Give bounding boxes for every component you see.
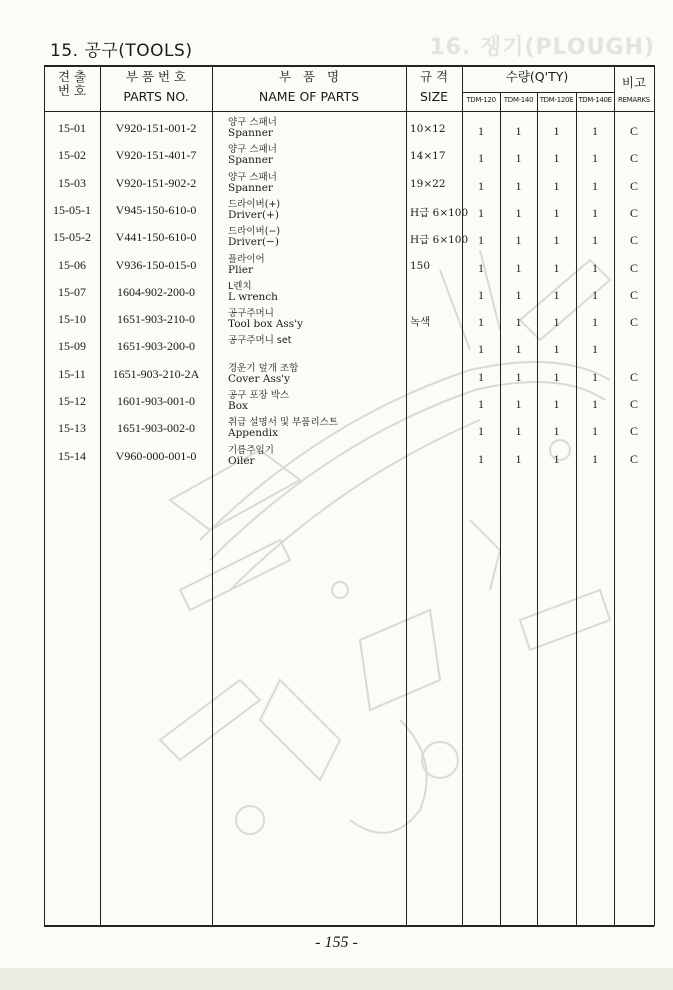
row-qty: 1 [592,151,598,166]
row-ref-number: 15-02 [58,148,86,163]
header-parts-no-ko: 부 품 번 호 [125,69,187,84]
row-qty: 1 [478,205,484,220]
row-ref-number: 15-11 [58,366,86,381]
row-name-korean: 공구주머니 set [228,335,292,347]
row-ref-number: 15-12 [58,394,86,408]
scan-bottom-band [0,968,673,990]
row-size: 녹색 [410,316,431,329]
row-qty: 1 [553,342,560,357]
row-qty: 1 [553,397,560,411]
table-column-line [654,65,655,926]
row-qty: 1 [592,315,598,330]
row-ref-number: 15-07 [58,284,86,299]
row-qty: 1 [515,124,522,138]
row-name-english: Tool box Ass'y [228,318,304,331]
row-name-korean: 경운기 덮개 조합 [228,362,299,374]
row-size: H급 6×100 [410,206,469,219]
row-parts-number: V936-150-015-0 [115,257,197,272]
header-model: TDM-140 [503,96,534,104]
row-qty: 1 [553,178,560,193]
row-name-korean: 드라이버(−) [228,226,281,238]
row-parts-number: 1651-903-210-2A [112,366,200,381]
row-qty: 1 [478,124,484,138]
row-parts-number: V441-150-610-0 [115,230,197,245]
header-remarks-en: REMARKS [618,96,650,104]
row-ref-number: 15-01 [58,121,86,135]
row-remarks: C [629,397,638,411]
table-column-line [462,65,463,926]
table-column-line [614,65,615,926]
row-qty: 1 [515,151,522,166]
row-qty: 1 [592,451,598,466]
row-name-english: Appendix [228,427,279,440]
row-qty: 1 [553,451,560,466]
row-qty: 1 [515,260,522,275]
header-name-en: NAME OF PARTS [258,89,360,104]
row-qty: 1 [515,205,522,220]
row-qty: 1 [592,397,598,411]
row-name-korean: 취급 설명서 및 부품리스트 [228,417,339,429]
row-qty: 1 [478,451,484,466]
row-name-english: Driver(−) [228,236,279,249]
row-qty: 1 [553,369,560,384]
row-remarks: C [629,424,638,439]
row-name-english: Spanner [228,181,273,194]
row-qty: 1 [515,369,522,384]
row-ref-number: 15-09 [58,339,86,354]
row-size: H급 6×100 [410,234,469,247]
row-parts-number: V945-150-610-0 [115,202,197,217]
header-model: TDM-120E [539,96,574,104]
row-qty: 1 [592,178,598,193]
row-parts-number: V960-000-001-0 [115,448,197,463]
row-qty: 1 [592,260,598,275]
row-remarks: C [629,233,638,248]
row-qty: 1 [478,287,484,302]
row-parts-number: 1651-903-210-0 [117,312,195,327]
page-number: - 155 - [315,934,358,951]
header-qty: 수량(Q'TY) [505,69,569,84]
row-parts-number: 1651-903-002-0 [117,421,195,436]
row-ref-number: 15-05-2 [53,230,91,245]
row-name-korean: 양구 스패너 [228,171,277,183]
row-name-english: Plier [228,263,254,276]
row-name-english: Cover Ass'y [228,372,291,385]
table-column-line [44,65,45,926]
row-qty: 1 [553,315,560,330]
row-name-english: Box [228,400,248,412]
row-qty: 1 [515,315,522,330]
row-remarks: C [629,287,638,302]
row-ref-number: 15-06 [58,257,86,272]
row-qty: 1 [553,260,560,275]
row-parts-number: 1601-903-001-0 [117,394,195,408]
row-qty: 1 [478,315,484,330]
row-qty: 1 [515,178,522,193]
row-remarks: C [629,451,638,466]
table-column-line [212,65,213,926]
row-qty: 1 [553,424,560,439]
header-divider [44,111,654,112]
row-qty: 1 [478,342,484,357]
header-remarks-ko: 비고 [621,75,647,90]
row-name-english: Driver(+) [228,208,279,221]
row-ref-number: 15-13 [58,421,86,436]
row-parts-number: 1604-902-200-0 [117,284,195,299]
row-ref-number: 15-03 [58,175,86,190]
row-name-korean: 드라이버(+) [228,198,281,210]
row-qty: 1 [592,205,598,220]
row-qty: 1 [478,424,484,439]
page-title: 15. 공구(TOOLS) [50,41,193,61]
row-qty: 1 [478,397,484,411]
row-parts-number: V920-151-401-7 [115,148,197,163]
row-remarks: C [629,260,638,275]
table-border-top [44,65,654,67]
row-qty: 1 [553,287,560,302]
header-size-en: SIZE [419,89,449,104]
row-qty: 1 [592,287,598,302]
row-name-english: L wrench [228,290,278,303]
row-size: 10×12 [410,123,446,135]
row-qty: 1 [478,369,484,384]
row-qty: 1 [592,424,598,439]
row-name-korean: 양구 스패너 [228,117,277,128]
row-parts-number: V920-151-902-2 [115,175,197,190]
row-qty: 1 [515,397,522,411]
header-parts-no-en: PARTS NO. [123,89,189,104]
row-qty: 1 [553,205,560,220]
row-size: 19×22 [410,177,446,190]
header-model: TDM-120 [466,96,496,104]
row-qty: 1 [515,233,522,248]
row-qty: 1 [592,124,598,138]
row-qty: 1 [515,424,522,439]
header-size-ko: 규 격 [419,69,449,84]
table-column-line [406,65,407,926]
row-name-korean: L렌치 [228,280,252,292]
header-name-ko: 부 품 명 [278,69,340,84]
row-qty: 1 [553,124,560,138]
row-ref-number: 15-10 [58,312,86,327]
row-remarks: C [629,151,638,166]
row-qty: 1 [478,260,484,275]
row-qty: 1 [592,342,598,357]
row-qty: 1 [478,151,484,166]
row-ref-number: 15-14 [58,448,86,463]
header-model: TDM-140E [578,96,612,104]
row-ref-number: 15-05-1 [53,202,91,217]
bleed-through-heading: 16. 쟁기(PLOUGH) [429,35,655,60]
row-qty: 1 [592,369,598,384]
row-name-english: Spanner [228,127,273,139]
row-qty: 1 [592,233,598,248]
row-parts-number: 1651-903-200-0 [117,339,195,354]
row-qty: 1 [478,233,484,248]
row-name-english: Oiler [228,454,255,467]
row-size: 14×17 [410,150,446,163]
row-parts-number: V920-151-001-2 [115,121,197,135]
row-size: 150 [410,259,431,272]
table-border-bottom [44,925,654,927]
row-qty: 1 [478,178,484,193]
row-remarks: C [629,178,638,193]
row-remarks: C [629,205,638,220]
row-name-korean: 기름주입기 [228,444,274,456]
row-remarks: C [629,369,638,384]
header-ref: 견 출 번 호 [57,69,87,99]
row-name-korean: 플라이어 [228,253,265,265]
row-remarks: C [629,124,638,138]
row-name-korean: 공구주머니 [228,308,274,320]
row-qty: 1 [553,151,560,166]
row-qty: 1 [515,287,522,302]
table-column-line [100,65,101,926]
row-remarks: C [629,315,638,330]
row-qty: 1 [553,233,560,248]
row-name-korean: 양구 스패너 [228,144,277,156]
row-name-english: Spanner [228,154,273,167]
row-name-korean: 공구 포장 박스 [228,390,290,401]
row-qty: 1 [515,342,522,357]
row-qty: 1 [515,451,522,466]
